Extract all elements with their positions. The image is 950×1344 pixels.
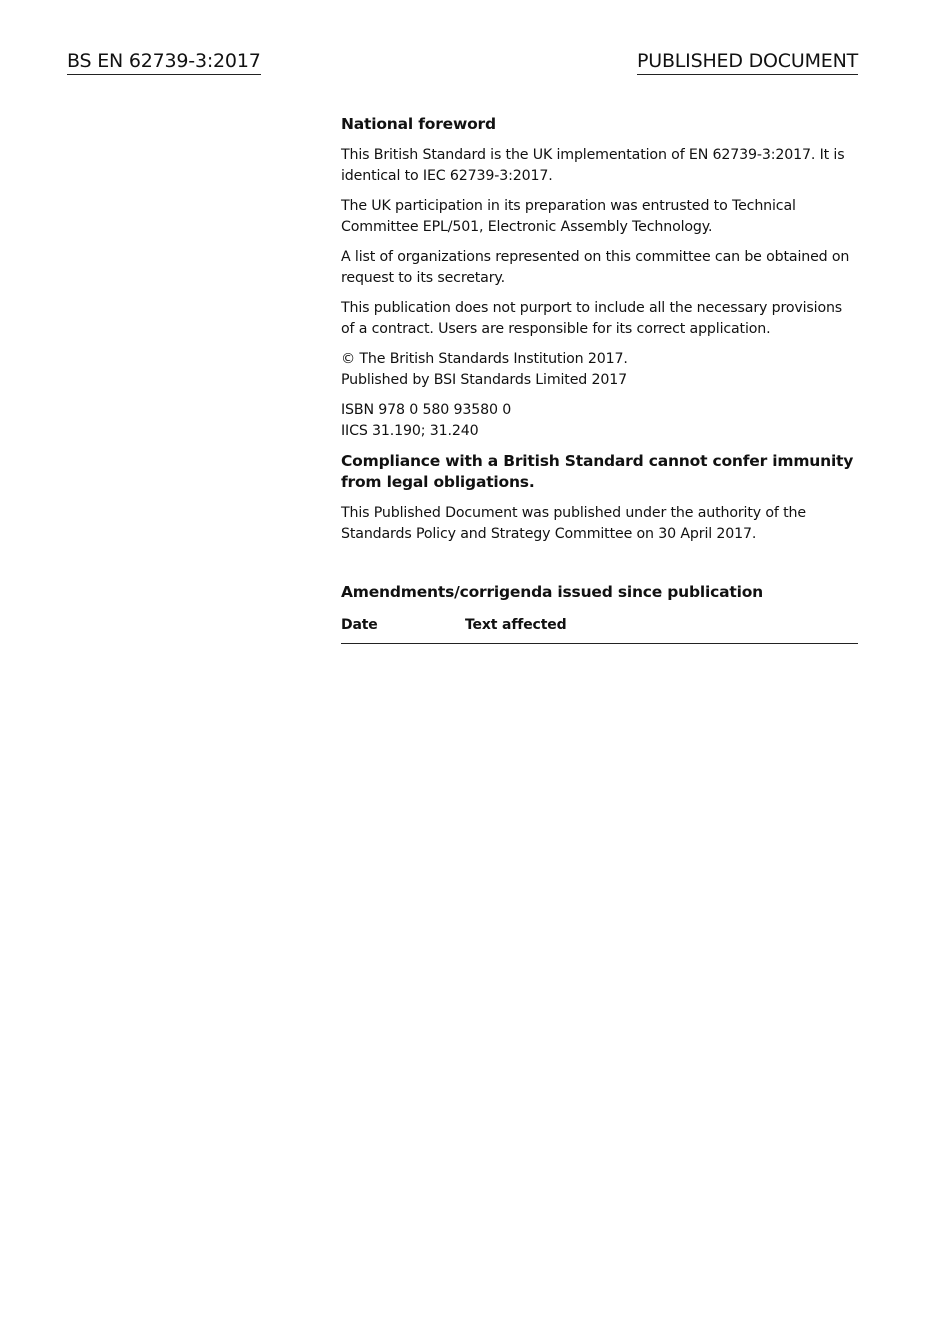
document-number: BS EN 62739-3:2017 bbox=[67, 49, 261, 75]
published-by-line: Published by BSI Standards Limited 2017 bbox=[341, 371, 628, 388]
amendments-column-date: Date bbox=[341, 617, 378, 633]
amendments-title: Amendments/corrigenda issued since publication bbox=[341, 583, 763, 601]
authority-statement: This Published Document was published under the authority of the Standards Policy and Strategy Committee on 30 April 2017. bbox=[341, 505, 806, 542]
copyright-block bbox=[341, 349, 858, 390]
identifier-block bbox=[341, 400, 858, 441]
foreword-paragraph-implementation: This British Standard is the UK implementation of EN 62739-3:2017. It is identical to IEC 62739-3:2017. bbox=[341, 147, 845, 184]
foreword-paragraph-provisions: This publication does not purport to include all the necessary provisions of a contract. Users are responsible for its correct application. bbox=[341, 300, 843, 337]
foreword-paragraph-committee: The UK participation in its preparation was entrusted to Technical Committee EPL/501, Electronic Assembly Technology. bbox=[341, 198, 796, 235]
foreword-title: National foreword bbox=[341, 115, 496, 133]
copyright-line: © The British Standards Institution 2017. bbox=[341, 351, 628, 367]
compliance-statement: Compliance with a British Standard cannot confer immunity from legal obligations. bbox=[341, 452, 854, 491]
foreword-paragraph-organizations: A list of organizations represented on this committee can be obtained on request to its secretary. bbox=[341, 249, 850, 286]
ics-line: IICS 31.190; 31.240 bbox=[341, 422, 479, 439]
document-type: PUBLISHED DOCUMENT bbox=[637, 49, 858, 75]
isbn-line: ISBN 978 0 580 93580 0 bbox=[341, 402, 512, 418]
amendments-column-text-affected: Text affected bbox=[465, 617, 567, 633]
national-foreword-section bbox=[341, 114, 858, 644]
amendments-table-header bbox=[341, 615, 858, 644]
